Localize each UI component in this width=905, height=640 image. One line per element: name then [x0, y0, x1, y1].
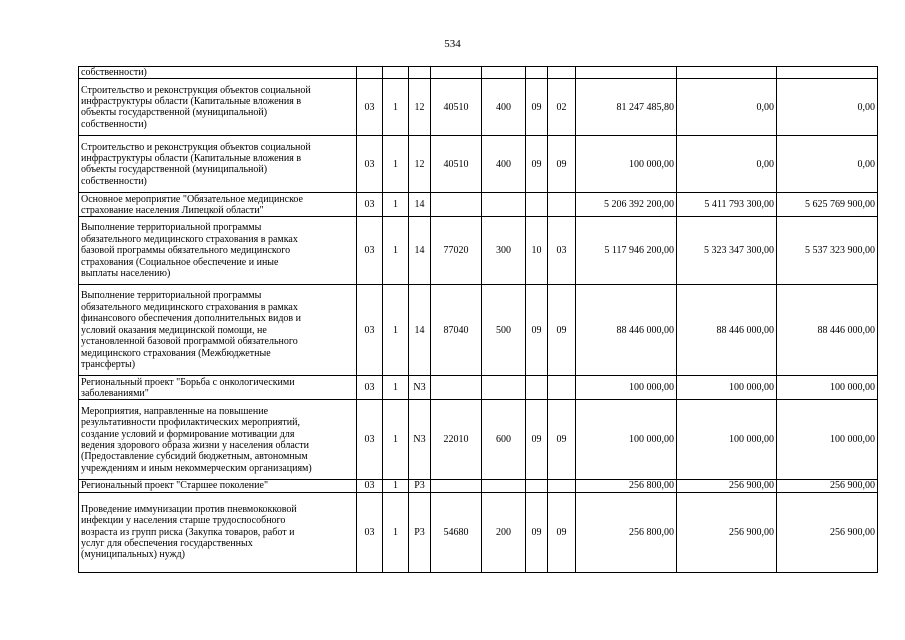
subprogram-code: 1 — [383, 376, 409, 400]
amount-year-1: 5 206 392 200,00 — [576, 193, 677, 217]
table-row — [79, 480, 878, 492]
program-code: 03 — [357, 400, 383, 480]
subsection-code: 03 — [548, 217, 576, 285]
event-code — [409, 67, 431, 79]
section-code: 09 — [526, 492, 548, 572]
expense-type-code: 400 — [482, 79, 526, 136]
section-code: 09 — [526, 136, 548, 193]
event-code: 14 — [409, 285, 431, 376]
direction-code — [431, 67, 482, 79]
amount-year-2: 256 900,00 — [677, 492, 777, 572]
row-description: Региональный проект "Борьба с онкологическими заболеваниями" — [79, 376, 357, 400]
row-description: Проведение иммунизации против пневмококковой инфекции у населения старше трудоспособного возраста из групп риска (Закупка товаров, работ и услуг для обеспечения государственных (муниципальных) нужд) — [79, 492, 357, 572]
subsection-code — [548, 193, 576, 217]
amount-year-1: 256 800,00 — [576, 492, 677, 572]
amount-year-2: 100 000,00 — [677, 376, 777, 400]
amount-year-3: 0,00 — [777, 136, 878, 193]
program-code: 03 — [357, 193, 383, 217]
program-code: 03 — [357, 136, 383, 193]
direction-code: 40510 — [431, 136, 482, 193]
amount-year-3: 256 900,00 — [777, 480, 878, 492]
event-code: 14 — [409, 193, 431, 217]
page-number: 534 — [444, 38, 461, 50]
expense-type-code: 400 — [482, 136, 526, 193]
row-description: Региональный проект "Старшее поколение" — [79, 480, 357, 492]
amount-year-2: 5 323 347 300,00 — [677, 217, 777, 285]
expense-type-code — [482, 67, 526, 79]
amount-year-1: 81 247 485,80 — [576, 79, 677, 136]
amount-year-2: 88 446 000,00 — [677, 285, 777, 376]
subprogram-code: 1 — [383, 193, 409, 217]
amount-year-1: 5 117 946 200,00 — [576, 217, 677, 285]
amount-year-2: 5 411 793 300,00 — [677, 193, 777, 217]
table-row — [79, 136, 878, 193]
amount-year-2: 100 000,00 — [677, 400, 777, 480]
table-row — [79, 217, 878, 285]
subsection-code: 09 — [548, 492, 576, 572]
amount-year-1 — [576, 67, 677, 79]
table-row — [79, 67, 878, 79]
amount-year-2: 256 900,00 — [677, 480, 777, 492]
direction-code — [431, 480, 482, 492]
amount-year-1: 100 000,00 — [576, 136, 677, 193]
expense-type-code: 500 — [482, 285, 526, 376]
section-code — [526, 67, 548, 79]
section-code: 10 — [526, 217, 548, 285]
subprogram-code: 1 — [383, 492, 409, 572]
section-code — [526, 193, 548, 217]
expense-type-code — [482, 480, 526, 492]
amount-year-3: 100 000,00 — [777, 400, 878, 480]
subsection-code: 09 — [548, 136, 576, 193]
subprogram-code — [383, 67, 409, 79]
subprogram-code: 1 — [383, 480, 409, 492]
expense-type-code — [482, 193, 526, 217]
amount-year-3: 5 625 769 900,00 — [777, 193, 878, 217]
direction-code: 22010 — [431, 400, 482, 480]
amount-year-2: 0,00 — [677, 79, 777, 136]
subprogram-code: 1 — [383, 400, 409, 480]
amount-year-1: 100 000,00 — [576, 376, 677, 400]
row-description: Строительство и реконструкция объектов социальной инфраструктуры области (Капитальные вложения в объекты государственной (муниципальной) собственности) — [79, 136, 357, 193]
subprogram-code: 1 — [383, 217, 409, 285]
expense-type-code: 600 — [482, 400, 526, 480]
section-code: 09 — [526, 79, 548, 136]
subsection-code — [548, 480, 576, 492]
event-code: N3 — [409, 400, 431, 480]
direction-code: 54680 — [431, 492, 482, 572]
amount-year-2 — [677, 67, 777, 79]
program-code — [357, 67, 383, 79]
subprogram-code: 1 — [383, 79, 409, 136]
program-code: 03 — [357, 79, 383, 136]
program-code: 03 — [357, 217, 383, 285]
subsection-code — [548, 376, 576, 400]
subprogram-code: 1 — [383, 136, 409, 193]
direction-code: 87040 — [431, 285, 482, 376]
expense-type-code — [482, 376, 526, 400]
subsection-code: 09 — [548, 400, 576, 480]
table-row — [79, 285, 878, 376]
event-code: 12 — [409, 136, 431, 193]
row-description: Выполнение территориальной программы обязательного медицинского страхования в рамках финансового обеспечения дополнительных видов и условий оказания медицинской помощи, не установленной базовой программой обязательного медицинского страхования (Межбюджетные трансферты) — [79, 285, 357, 376]
direction-code — [431, 376, 482, 400]
budget-table — [78, 66, 878, 573]
direction-code — [431, 193, 482, 217]
event-code: P3 — [409, 480, 431, 492]
amount-year-1: 256 800,00 — [576, 480, 677, 492]
section-code — [526, 376, 548, 400]
amount-year-3 — [777, 67, 878, 79]
amount-year-2: 0,00 — [677, 136, 777, 193]
amount-year-3: 88 446 000,00 — [777, 285, 878, 376]
section-code: 09 — [526, 285, 548, 376]
event-code: 12 — [409, 79, 431, 136]
subsection-code: 09 — [548, 285, 576, 376]
section-code: 09 — [526, 400, 548, 480]
program-code: 03 — [357, 480, 383, 492]
event-code: N3 — [409, 376, 431, 400]
subprogram-code: 1 — [383, 285, 409, 376]
amount-year-3: 5 537 323 900,00 — [777, 217, 878, 285]
event-code: P3 — [409, 492, 431, 572]
row-description: Мероприятия, направленные на повышение результативности профилактических мероприятий, создание условий и формирование мотивации для ведения здорового образа жизни у населения области (Предоставление субсидий бюджетным, автономным учреждениям и иным некоммерческим организациям) — [79, 400, 357, 480]
table-row — [79, 79, 878, 136]
program-code: 03 — [357, 492, 383, 572]
table-row — [79, 193, 878, 217]
subsection-code: 02 — [548, 79, 576, 136]
subsection-code — [548, 67, 576, 79]
expense-type-code: 300 — [482, 217, 526, 285]
row-description: Основное мероприятие "Обязательное медицинское страхование населения Липецкой области" — [79, 193, 357, 217]
table-row — [79, 400, 878, 480]
amount-year-3: 100 000,00 — [777, 376, 878, 400]
table-row — [79, 376, 878, 400]
direction-code: 77020 — [431, 217, 482, 285]
row-description: Выполнение территориальной программы обязательного медицинского страхования в рамках базовой программы обязательного медицинского страхования (Социальное обеспечение и иные выплаты населению) — [79, 217, 357, 285]
amount-year-1: 100 000,00 — [576, 400, 677, 480]
program-code: 03 — [357, 376, 383, 400]
direction-code: 40510 — [431, 79, 482, 136]
event-code: 14 — [409, 217, 431, 285]
row-description: собственности) — [79, 67, 357, 79]
row-description: Строительство и реконструкция объектов социальной инфраструктуры области (Капитальные вложения в объекты государственной (муниципальной) собственности) — [79, 79, 357, 136]
expense-type-code: 200 — [482, 492, 526, 572]
amount-year-3: 0,00 — [777, 79, 878, 136]
section-code — [526, 480, 548, 492]
table-row — [79, 492, 878, 572]
program-code: 03 — [357, 285, 383, 376]
amount-year-3: 256 900,00 — [777, 492, 878, 572]
amount-year-1: 88 446 000,00 — [576, 285, 677, 376]
